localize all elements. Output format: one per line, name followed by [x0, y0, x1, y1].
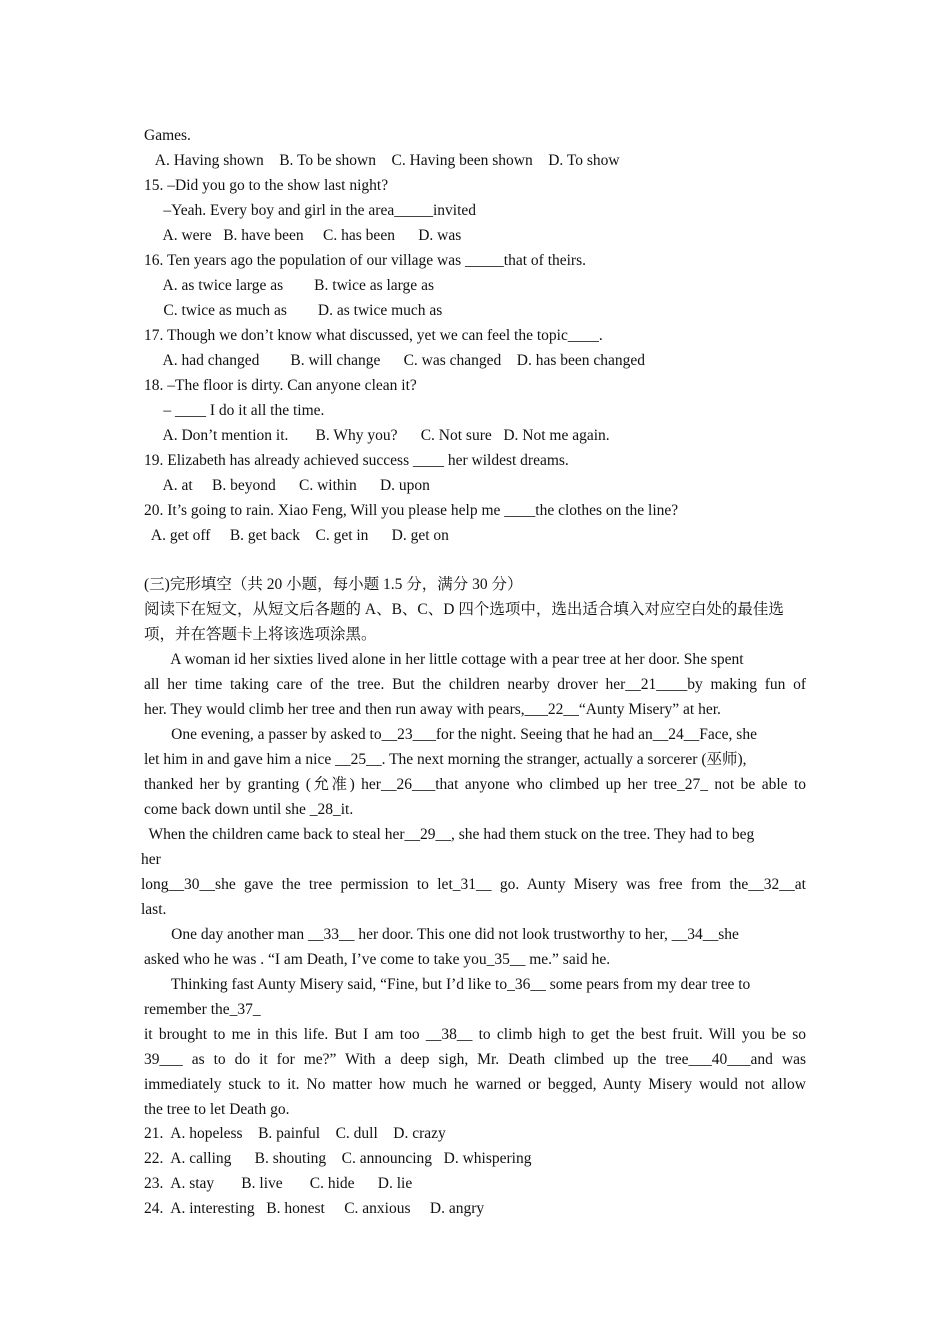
instructions: 项，并在答题卡上将该选项涂黑。 — [144, 626, 377, 643]
question-15: 15. –Did you go to the show last night? — [144, 177, 389, 194]
passage-line: long__30__she gave the tree permission to let_31__ go. Aunty Misery was free from the__32__at — [141, 876, 806, 893]
options-line: A. at B. beyond C. within D. upon — [144, 477, 430, 494]
passage-line: come back down until she _28_it. — [144, 801, 354, 818]
passage-line: last. — [141, 901, 167, 918]
question-24: 24. A. interesting B. honest C. anxious D. angry — [144, 1200, 485, 1217]
passage-line: asked who he was . “I am Death, I’ve come to take you_35__ me.” said he. — [144, 951, 611, 968]
passage-line: the tree to let Death go. — [144, 1101, 290, 1118]
text-line: – ____ I do it all the time. — [144, 402, 325, 419]
passage-line: 39___ as to do it for me?” With a deep sigh, Mr. Death climbed up the tree___40___and was — [144, 1051, 806, 1068]
text-line: –Yeah. Every boy and girl in the area_____invited — [144, 202, 477, 219]
options-line: A. get off B. get back C. get in D. get on — [144, 527, 449, 544]
passage-line: Thinking fast Aunty Misery said, “Fine, but I’d like to_36__ some pears from my dear tree to — [144, 976, 751, 993]
passage-line: remember the_37_ — [144, 1001, 261, 1018]
passage-line: all her time taking care of the tree. But the children nearby drover her__21____by making fun of — [144, 676, 806, 693]
question-18: 18. –The floor is dirty. Can anyone clean it? — [144, 377, 417, 394]
question-20: 20. It’s going to rain. Xiao Feng, Will you please help me ____the clothes on the line? — [144, 502, 679, 519]
instructions: 阅读下在短文，从短文后各题的 A、B、C、D 四个选项中，选出适合填入对应空白处的最佳选 — [144, 601, 784, 618]
section-heading: (三)完形填空（共 20 小题，每小题 1.5 分，满分 30 分） — [144, 576, 523, 593]
passage-line: her — [141, 851, 161, 868]
passage-line: When the children came back to steal her__29__, she had them stuck on the tree. They had to beg — [141, 826, 755, 843]
options-line: C. twice as much as D. as twice much as — [144, 302, 443, 319]
passage-line: let him in and gave him a nice __25__. The next morning the stranger, actually a sorcerer (巫师), — [144, 751, 747, 768]
question-16: 16. Ten years ago the population of our village was _____that of theirs. — [144, 252, 586, 269]
passage-line: it brought to me in this life. But I am too __38__ to climb high to get the best fruit. Will you be so — [144, 1026, 806, 1043]
question-17: 17. Though we don’t know what discussed, yet we can feel the topic____. — [144, 327, 603, 344]
question-19: 19. Elizabeth has already achieved success ____ her wildest dreams. — [144, 452, 569, 469]
passage-line: thanked her by granting (允准) her__26___that anyone who climbed up her tree_27_ not be able to — [144, 776, 806, 793]
options-line: A. had changed B. will change C. was changed D. has been changed — [144, 352, 646, 369]
passage-line: One evening, a passer by asked to__23___for the night. Seeing that he had an__24__Face, she — [144, 726, 757, 743]
options-line: A. were B. have been C. has been D. was — [144, 227, 462, 244]
question-21: 21. A. hopeless B. painful C. dull D. crazy — [144, 1125, 446, 1142]
question-22: 22. A. calling B. shouting C. announcing D. whispering — [144, 1150, 532, 1167]
passage-line: One day another man __33__ her door. This one did not look trustworthy to her, __34__she — [144, 926, 739, 943]
text-line: A. Having shown B. To be shown C. Having been shown D. To show — [144, 152, 620, 169]
question-23: 23. A. stay B. live C. hide D. lie — [144, 1175, 413, 1192]
passage-line: A woman id her sixties lived alone in her little cottage with a pear tree at her door. She spent — [144, 651, 744, 668]
passage-line: her. They would climb her tree and then run away with pears,___22__“Aunty Misery” at her. — [144, 701, 721, 718]
options-line: A. Don’t mention it. B. Why you? C. Not sure D. Not me again. — [144, 427, 610, 444]
passage-line: immediately stuck to it. No matter how much he warned or begged, Aunty Misery would not allow — [144, 1076, 806, 1093]
options-line: A. as twice large as B. twice as large as — [144, 277, 434, 294]
text-line: Games. — [144, 127, 191, 144]
